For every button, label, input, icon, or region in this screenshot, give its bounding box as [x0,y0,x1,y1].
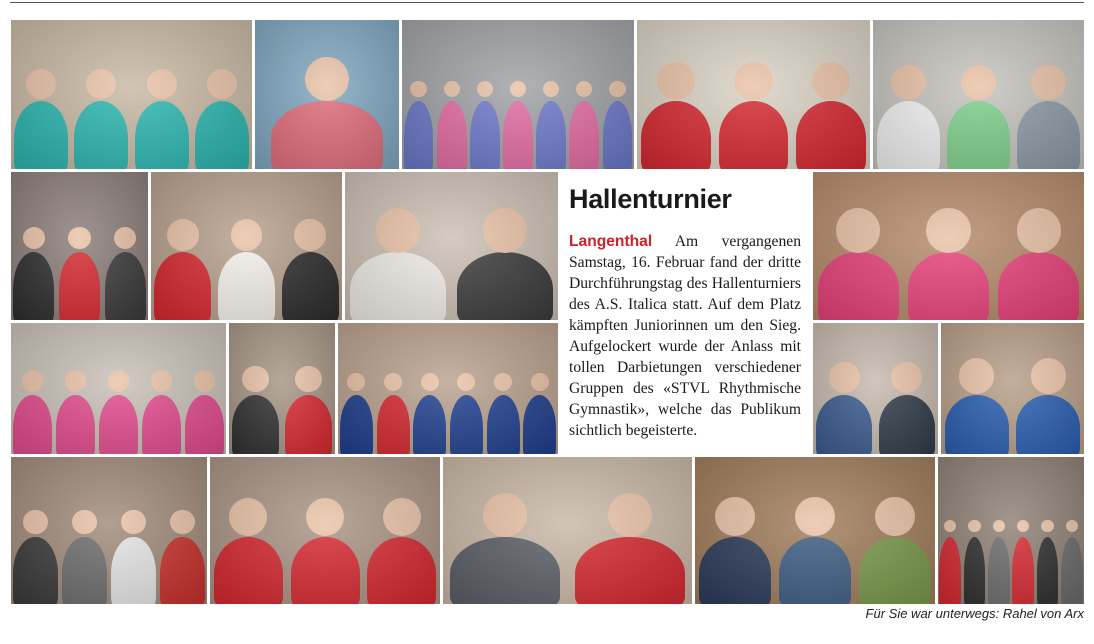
person-head [494,373,512,391]
person-head [959,358,994,393]
person-figure [569,101,599,170]
article-text-box [561,172,809,455]
person-figure [74,101,128,170]
person-head [961,65,996,100]
person-head [926,208,970,252]
person-figure [350,252,446,320]
person-head [608,493,652,537]
person-figure [939,537,961,605]
photo-three-girls-stands [151,172,342,320]
person-head [1066,520,1078,532]
person-head [86,69,116,99]
person-figure [641,101,711,170]
person-figure [285,395,333,455]
person-head [657,62,695,100]
person-head [23,510,47,534]
person-head [421,373,439,391]
person-head [410,81,426,97]
person-figure [457,252,553,320]
person-figure [282,252,339,320]
person-figure [377,395,410,455]
person-figure [998,252,1079,320]
person-figure [503,101,533,170]
photo-girls-red-jerseys [637,20,870,169]
person-head [875,497,915,537]
person-figure [1061,537,1083,605]
person-figure [99,395,138,455]
photo-young-couple [229,323,335,454]
photo-woman-with-boys [873,20,1084,169]
person-figure [111,537,155,605]
article-headline: Hallenturnier [569,184,732,214]
person-figure [947,101,1010,170]
person-figure [13,252,54,320]
person-figure [135,101,189,170]
person-head [147,69,177,99]
person-head [22,370,43,391]
person-head [576,81,592,97]
person-figure [945,395,1009,455]
person-head [891,65,926,100]
photo-two-girls-blue-jerseys [941,323,1084,454]
person-figure [13,537,57,605]
person-head [207,69,237,99]
person-figure [160,537,204,605]
person-head [836,208,880,252]
person-figure [816,395,872,455]
photo-family-with-boy [695,457,935,604]
article-dateline: Langenthal [569,233,653,250]
photo-woman-and-man [813,323,938,454]
person-head [457,373,475,391]
person-head [1017,520,1029,532]
person-head [993,520,1005,532]
person-figure [859,537,931,605]
person-head [231,219,263,251]
person-figure [271,101,383,170]
person-figure [62,537,106,605]
person-head [294,219,326,251]
person-figure [195,101,249,170]
person-figure [1016,395,1080,455]
person-figure [154,252,211,320]
person-figure [232,395,280,455]
person-figure [185,395,224,455]
person-head [376,208,420,252]
person-figure [367,537,436,605]
person-head [812,62,850,100]
person-head [795,497,835,537]
person-head [65,370,86,391]
photo-young-gymnasts-group [11,323,226,454]
person-head [968,520,980,532]
person-head [194,370,215,391]
article-body [569,231,801,441]
person-head [829,362,860,393]
person-figure [988,537,1010,605]
person-head [26,69,56,99]
person-figure [779,537,851,605]
person-head [715,497,755,537]
person-figure [818,252,899,320]
photo-spectators-snacks [11,172,148,320]
person-figure [796,101,866,170]
person-figure [964,537,986,605]
person-head [72,510,96,534]
person-figure [879,395,935,455]
person-head [229,498,267,536]
person-figure [536,101,566,170]
person-figure [214,537,283,605]
person-figure [487,395,520,455]
photo-two-young-women [345,172,558,320]
person-head [1017,208,1061,252]
person-figure [1017,101,1080,170]
person-head [167,219,199,251]
person-head [23,227,46,250]
person-head [108,370,129,391]
person-head [306,498,344,536]
photo-reber-team-players [338,323,558,454]
person-head [242,366,268,392]
person-figure [908,252,989,320]
person-figure [603,101,633,170]
person-head [891,362,922,393]
person-head [383,498,421,536]
person-figure [56,395,95,455]
person-head [347,373,365,391]
person-head [170,510,194,534]
person-figure [699,537,771,605]
person-figure [59,252,100,320]
photo-two-women-smiling [443,457,692,604]
person-figure [142,395,181,455]
person-head [944,520,956,532]
person-figure [437,101,467,170]
person-head [305,57,350,102]
person-head [734,62,772,100]
person-head [384,373,402,391]
person-figure [877,101,940,170]
person-head [1031,65,1066,100]
person-figure [450,537,560,605]
person-figure [1012,537,1034,605]
person-head [444,81,460,97]
person-head [510,81,526,97]
person-figure [413,395,446,455]
photo-credit: Für Sie war unterwegs: Rahel von Arx [865,606,1084,621]
person-figure [523,395,556,455]
person-head [477,81,493,97]
person-head [68,227,91,250]
person-figure [291,537,360,605]
person-head [151,370,172,391]
photo-crowd-in-hall [938,457,1084,604]
person-figure [719,101,789,170]
photo-gymnastics-performance [813,172,1084,320]
person-figure [470,101,500,170]
person-head [121,510,145,534]
person-head [483,493,527,537]
photo-gymnast-portrait [255,20,399,169]
person-figure [340,395,373,455]
person-head [114,227,137,250]
article-body-text: Am vergangenen Samstag, 16. Februar fand der dritte Durchführungstag des Hallenturniers des A.S. Italica statt. Auf dem Platz kämpften Juniorinnen um den Sieg. Aufgelockert wurde der Anlass mit tollen Darbietungen verschiedener Gruppen des «STVL Rhythmische Gymnastik», welche das Publikum sichtlich begeisterte. [569,233,801,439]
person-figure [105,252,146,320]
person-figure [575,537,685,605]
person-head [1041,520,1053,532]
person-figure [1037,537,1059,605]
person-head [483,208,527,252]
person-figure [13,395,52,455]
person-head [543,81,559,97]
top-rule [10,2,1084,3]
person-head [1031,358,1066,393]
photo-spectator-row [11,457,207,604]
person-figure [14,101,68,170]
photo-three-girls-red [210,457,440,604]
person-figure [404,101,434,170]
person-head [295,366,321,392]
person-head [531,373,549,391]
person-head [609,81,625,97]
photo-girls-teal-shirts [11,20,252,169]
person-figure [218,252,275,320]
photo-gymnastics-team-balls [402,20,634,169]
person-figure [450,395,483,455]
